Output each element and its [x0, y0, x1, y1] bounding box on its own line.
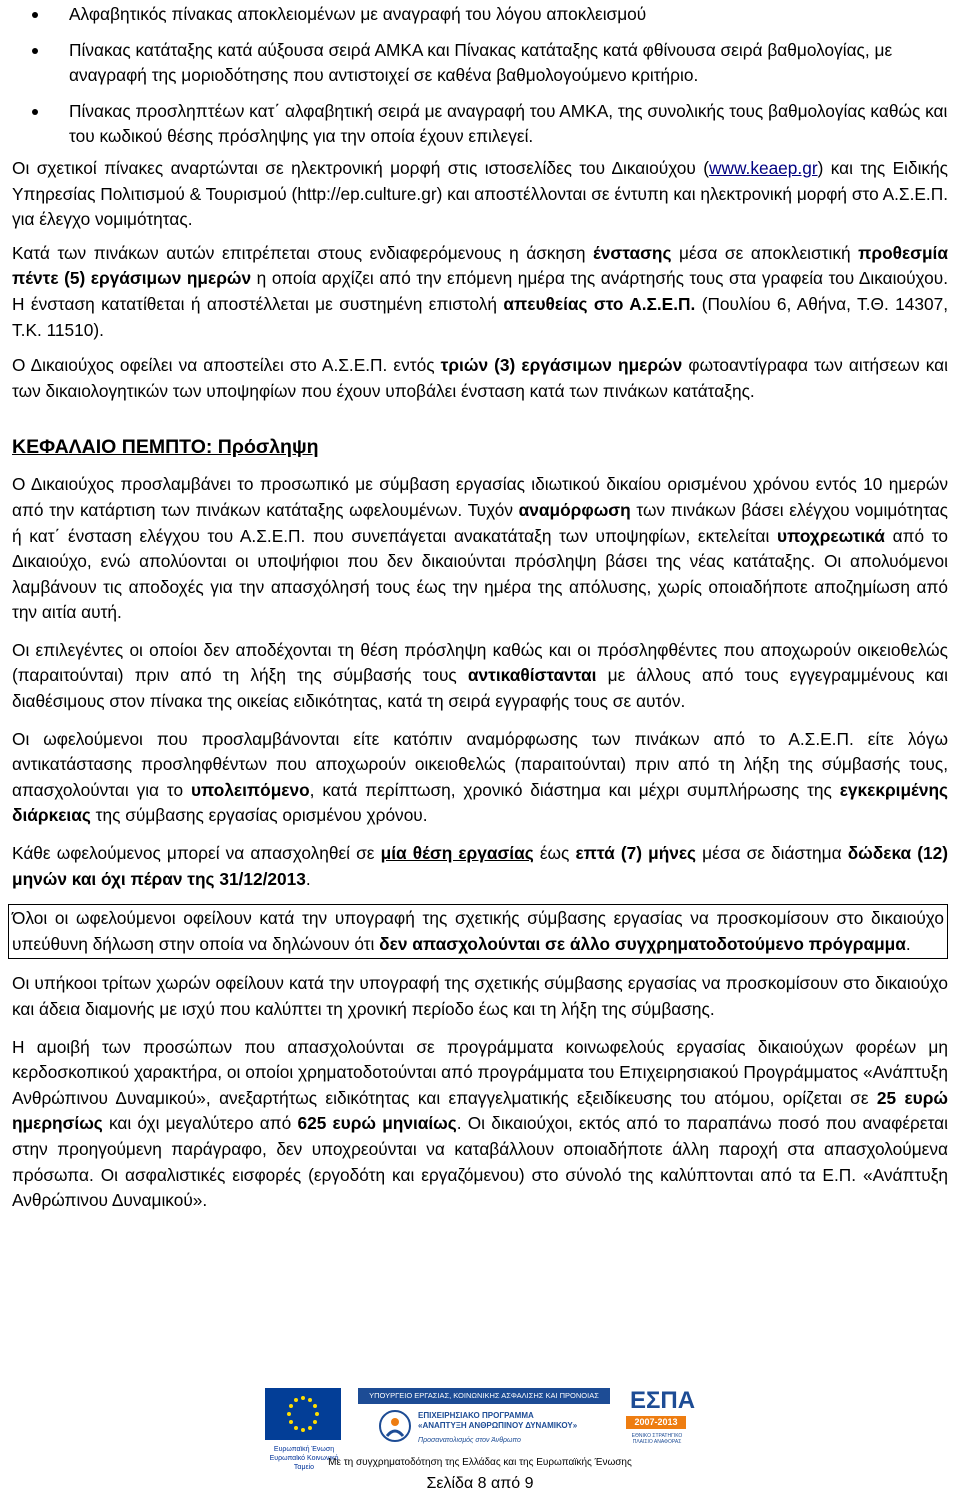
photocopies-paragraph — [12, 353, 948, 404]
text-run: . — [905, 933, 911, 954]
program-emblem-icon — [378, 1409, 412, 1443]
bullet-icon — [32, 12, 38, 18]
bold-run: προθεσμία πέντε (5) εργάσιμων ημερών — [12, 242, 948, 289]
bold-run: εγκεκριμένης διάρκειας — [12, 779, 949, 826]
text-run: μέσα σε διάστημα — [696, 843, 848, 864]
declaration-box — [8, 904, 948, 959]
text-run: Οι επιλεγέντες οι οποίοι δεν αποδέχονται τη θέση πρόσληψη καθώς και οι πρόσληφθέντες που αποχωρούν οικειοθελώς (παραιτούνται) πριν από τη λήξη της σύμβασής τους — [12, 639, 948, 686]
pay-paragraph — [12, 1035, 948, 1214]
text-run: από το Δικαιούχο, ενώ απολύονται οι υποψήφιοι που δεν δικαιούνται πρόσληψη βάσει της νέας κατάταξης. Οι απολυόμενοι λαμβάνουν τις αποδοχές για την απασχόλησή τους έως την ημέρα της απόλυσης, χωρίς οποιαδήποτε αποζημίωση από την αιτία αυτή. — [12, 525, 948, 623]
document-page — [12, 0, 948, 1214]
espa-years: 2007-2013 — [626, 1416, 686, 1429]
text-run: η οποία αρχίζει από την επόμενη ημέρα της ανάρτησής τους στα γραφεία του Δικαιούχου. Η ένσταση κατατίθεται ή αποστέλλεται με συστημένη επιστολή — [12, 268, 948, 314]
hire-paragraph — [12, 472, 948, 626]
list-item — [12, 2, 948, 28]
text-run: Κάθε ωφελούμενος μπορεί να απασχοληθεί σε — [12, 843, 381, 864]
ministry-banner: ΥΠΟΥΡΓΕΙΟ ΕΡΓΑΣΙΑΣ, ΚΟΙΝΩΝΙΚΗΣ ΑΣΦΑΛΙΣΗΣ ΚΑΙ ΠΡΟΝΟΙΑΣ — [358, 1388, 610, 1404]
text-run: των πινάκων βάσει ελέγχου νομιμότητας ή κατ΄ ένσταση ελέγχου του Α.Σ.Ε.Π. που συνεπάγεται ανακατάταξη των υποψηφίων, εκτελείται — [12, 499, 949, 546]
bold-run: αναμόρφωση — [518, 499, 631, 520]
keaep-link[interactable]: www.keaep.gr — [709, 157, 818, 178]
bold-run: τριών (3) εργάσιμων ημερών — [440, 355, 683, 376]
text-run: μέσα σε αποκλειστική — [671, 242, 859, 263]
text-run: Οι ωφελούμενοι που προσλαμβάνονται είτε κατόπιν αναμόρφωσης των πινάκων από το Α.Σ.Ε.Π. είτε λόγω αντικατάστασης προσληφθέντων που αποχωρούν οικειοθελώς (παραιτούνται) πριν από τη λήξη της σύμβασής τους, απασχολούνται για το — [12, 728, 948, 800]
program-title-line1: ΕΠΙΧΕΙΡΗΣΙΑΚΟ ΠΡΟΓΡΑΜΜΑ — [418, 1411, 534, 1420]
text-run: φωτοαντίγραφα των αιτήσεων και των δικαιολογητικών των υποψηφίων που έχουν υποβάλει ένσταση κατά των πινάκων κατάταξης. — [12, 355, 949, 401]
list-item-text: Πίνακας προσληπτέων κατ΄ αλφαβητική σειρά με αναγραφή του ΑΜΚΑ, της συνολικής τους βαθμολογίας καθώς και του κωδικού θέσης πρόσληψης για την οποία έχουν επιλεγεί. — [69, 100, 948, 147]
text-run: με άλλους από τους εγγεγραμμένους και διαθέσιμους στον πίνακα της οικείας ειδικότητας, κατά τη σειρά εγγραφής τους σε αυτόν. — [12, 665, 948, 712]
list-item-text: Πίνακας κατάταξης κατά αύξουσα σειρά ΑΜΚΑ και Πίνακας κατάταξης κατά φθίνουσα σειρά βαθμολογίας, με αναγραφή της μοριοδότησης που αντιστοιχεί σε καθένα βαθμολογούμενο κριτήριο. — [69, 39, 893, 86]
text-run: έως — [533, 843, 576, 864]
espa-logo — [618, 1387, 696, 1447]
text-run: ) και της Ειδικής Υπηρεσίας Πολιτισμού & Τουρισμού (http://ep.culture.gr) και αποστέλλονται σε έντυπη και ηλεκτρονική μορφή στο Α.Σ.Ε.Π. για έλεγχο νομιμότητας. — [12, 157, 948, 230]
bold-run: απευθείας στο Α.Σ.Ε.Π. — [503, 293, 696, 314]
bold-run: αντικαθίστανται — [467, 665, 597, 686]
text-run: και όχι μεγαλύτερο από — [102, 1113, 298, 1134]
text-run: . — [305, 868, 311, 889]
list-item-text: Αλφαβητικός πίνακας αποκλειομένων με αναγραφή του λόγου αποκλεισμού — [69, 4, 647, 24]
program-slogan: Προσανατολισμός στον Άνθρωπο — [418, 1437, 521, 1444]
program-logo — [378, 1409, 608, 1449]
bold-run: επτά (7) μήνες — [575, 843, 697, 864]
text-run: Οι σχετικοί πίνακες αναρτώνται σε ηλεκτρονική μορφή στις ιστοσελίδες του Δικαιούχου ( — [12, 157, 710, 178]
text-run: Ο Δικαιούχος προσλαμβάνει το προσωπικό με σύμβαση εργασίας ιδιωτικού δικαίου ορισμένου χρόνου εντός 10 ημερών από την κατάρτιση των πινάκων κατάταξης ωφελουμένων. Τυχόν — [12, 474, 948, 520]
bold-run: μία θέση εργασίας — [380, 843, 534, 864]
page-number: Σελίδα 8 από 9 — [426, 1475, 534, 1492]
list-item — [12, 38, 948, 89]
bullet-icon — [32, 48, 38, 54]
text-run: Η αμοιβή των προσώπων που απασχολούνται σε προγράμματα κοινωφελούς εργασίας δικαιούχων φορέων μη κερδοσκοπικού χαρακτήρα, οι οποίοι χρηματοδοτούνται από προγράμματα του Επιχειρησιακού Προγράμματος «Ανάπτυξη Ανθρώπινου Δυναμικού», ανεξαρτήτως ειδικότητας και επαγγελματικής εξειδίκευσης του ατόμου, ορίζεται σε — [12, 1036, 948, 1108]
espa-word: ΕΣΠΑ — [630, 1387, 696, 1414]
chapter-heading: ΚΕΦΑΛΑΙΟ ΠΕΜΠΤΟ: Πρόσληψη — [12, 436, 319, 459]
text-run: Όλοι οι ωφελούμενοι οφείλουν κατά την υπογραφή της σχετικής σύμβασης εργασίας να προσκομίσουν στο δικαιούχο υπεύθυνη δήλωση στην οποία να δηλώνουν ότι — [12, 908, 944, 954]
publish-paragraph — [12, 156, 948, 233]
funding-logos — [0, 1385, 960, 1475]
program-title-line2: «ΑΝΑΠΤΥΞΗ ΑΝΘΡΩΠΙΝΟΥ ΔΥΝΑΜΙΚΟΥ» — [418, 1421, 578, 1430]
text-run: της σύμβασης εργασίας ορισμένου χρόνου. — [90, 805, 428, 826]
objection-paragraph — [12, 241, 948, 343]
bold-run: δεν απασχολούνται σε άλλο συγχρηματοδοτούμενο πρόγραμμα — [379, 933, 906, 954]
bullet-icon — [32, 109, 38, 115]
text-run: . Οι δικαιούχοι, εκτός από το παραπάνω ποσό που αναφέρεται στην προηγούμενη παράγραφο, δεν υποχρεούνται να καταβάλλουν οποιαδήποτε άλλη παροχή στα απασχολούμενα πρόσωπα. Οι ασφαλιστικές εισφορές (εργοδότη και εργαζόμενου) στο σύνολό της καλύπτονται από τα Ε.Π. «Ανάπτυξη Ανθρώπινου Δυναμικού». — [12, 1113, 948, 1211]
cofunding-note: Με τη συγχρηματοδότηση της Ελλάδας και της Ευρωπαϊκής Ένωσης — [328, 1457, 632, 1468]
table-list — [12, 2, 948, 150]
bold-run: 625 ευρώ μηνιαίως — [297, 1113, 457, 1134]
text-run: Ο Δικαιούχος οφείλει να αποστείλει στο Α.Σ.Ε.Π. εντός — [12, 355, 441, 376]
bold-run: υπολειπόμενο — [190, 779, 310, 800]
text-run: (Πουλίου 6, Αθήνα, Τ.Θ. 14307, Τ.Κ. 11510). — [12, 293, 948, 340]
eu-caption: Ευρωπαϊκή Ένωση Ευρωπαϊκό Κοινωνικό Ταμείο — [269, 1446, 339, 1471]
replace-paragraph — [12, 638, 948, 715]
eu-flag-logo — [265, 1388, 341, 1440]
program-title — [418, 1411, 577, 1431]
eu-stars-icon — [265, 1388, 341, 1440]
bold-run: υποχρεωτικά — [777, 525, 885, 546]
text-run: Κατά των πινάκων αυτών επιτρέπεται στους ενδιαφερόμενους η άσκηση — [12, 242, 594, 263]
list-item — [12, 99, 948, 150]
bold-run: 25 ευρώ ημερησίως — [12, 1087, 948, 1134]
espa-subtitle: ΕΘΝΙΚΟ ΣΤΡΑΤΗΓΙΚΟ ΠΛΑΙΣΙΟ ΑΝΑΦΟΡΑΣ — [631, 1433, 683, 1445]
text-run: , κατά περίπτωση, χρονικό διάστημα και μέχρι συμπλήρωσης της — [309, 779, 840, 800]
bold-run: ένστασης — [593, 242, 672, 263]
bold-run: δώδεκα (12) μηνών και όχι πέραν της 31/12/2013 — [12, 843, 948, 889]
remaining-paragraph — [12, 727, 948, 829]
third-country-paragraph: Οι υπήκοοι τρίτων χωρών οφείλουν κατά την υπογραφή της σχετικής σύμβασης εργασίας να προσκομίσουν στο δικαιούχο και άδεια διαμονής με ισχύ που καλύπτει τη χρονική περίοδο έως και τη λήξη της σύμβασης. — [12, 973, 948, 1019]
one-position-paragraph — [12, 841, 948, 892]
